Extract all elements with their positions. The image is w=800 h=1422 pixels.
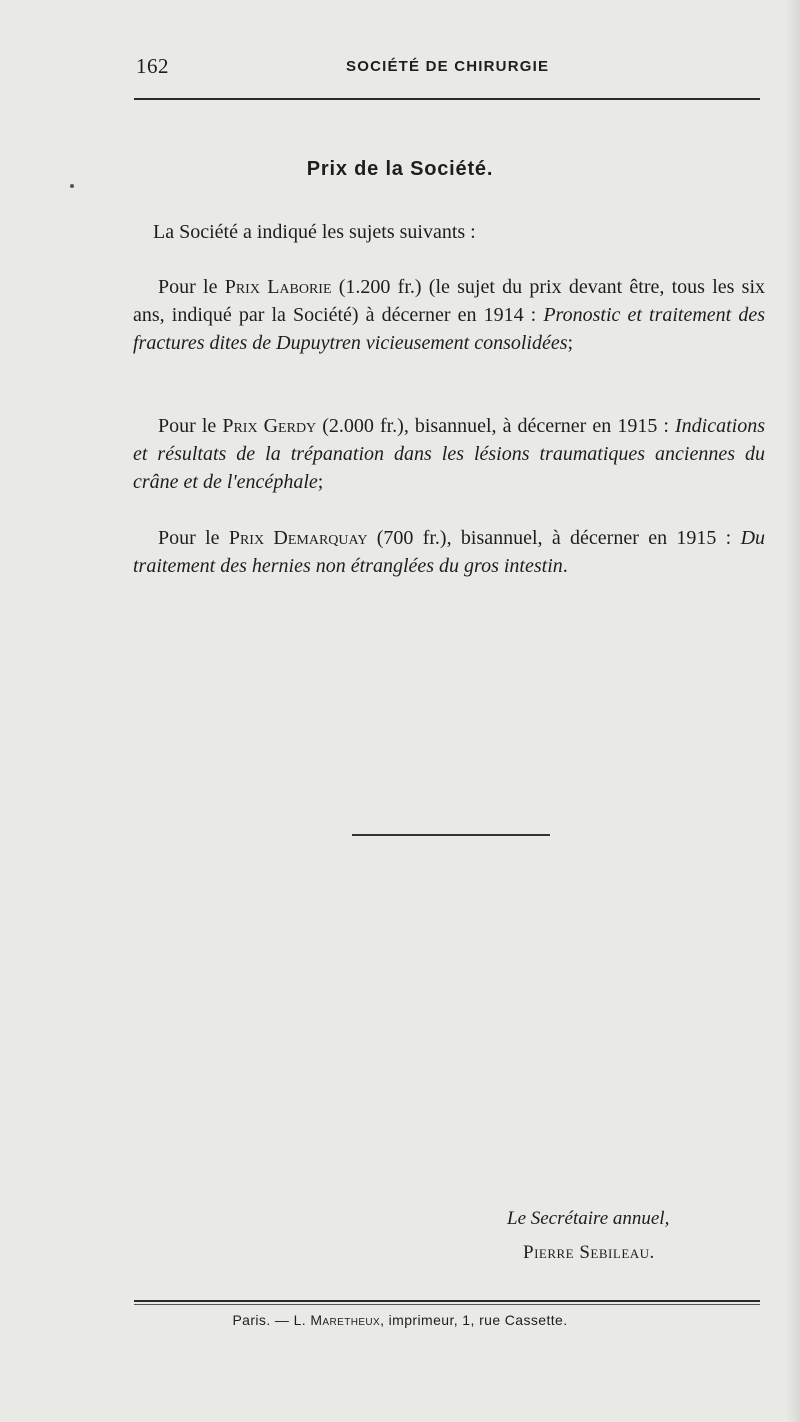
page-edge-shadow — [786, 0, 800, 1422]
prize-details: (2.000 fr.), bisannuel, à décerner en 1915 : — [316, 415, 675, 437]
running-title: SOCIÉTÉ DE CHIRURGIE — [346, 58, 550, 75]
prize-lead: Pour le — [158, 415, 223, 437]
prize-name: Prix Demarquay — [228, 527, 368, 549]
imprint-rest: , imprimeur, 1, rue Cassette. — [380, 1312, 568, 1328]
prize-subject: Pronostic et traitement des fractures dites de Dupuytren vicieusement consolidées — [133, 304, 765, 354]
prize-lead: Pour le — [158, 276, 225, 298]
section-title: Prix de la Société. — [306, 158, 494, 180]
prize-name: Prix Gerdy — [222, 415, 317, 437]
imprint-lead: Paris. — L. — [232, 1312, 311, 1328]
prize-name: Prix Laborie — [224, 276, 332, 298]
page-number: 162 — [136, 54, 169, 78]
prize-paragraph-laborie — [133, 273, 765, 357]
footer-rule — [134, 1300, 760, 1302]
header-rule — [134, 98, 760, 100]
section-divider — [352, 834, 550, 836]
signature-name: Pierre Sebileau. — [523, 1242, 655, 1263]
prize-end: . — [562, 555, 568, 577]
printer-imprint — [0, 1312, 800, 1328]
prize-paragraph-gerdy — [133, 412, 765, 496]
signature-title: Le Secrétaire annuel, — [507, 1208, 670, 1229]
prize-lead: Pour le — [158, 527, 229, 549]
prize-details: (1.200 fr.) (le sujet du prix devant être, tous les six ans, indiqué par la Société) à décerner en 1914 : — [133, 276, 766, 326]
prize-subject: Du traitement des hernies non étranglées du gros intestin — [133, 527, 766, 577]
prize-end: ; — [567, 332, 574, 354]
margin-mark — [70, 184, 74, 188]
footer-rule-thin — [134, 1304, 760, 1305]
prize-end: ; — [317, 471, 324, 493]
intro-paragraph: La Société a indiqué les sujets suivants : — [153, 221, 476, 243]
prize-subject: Indications et résultats de la trépanation dans les lésions traumatiques anciennes du crâne et de l'encéphale — [133, 415, 765, 493]
prize-paragraph-demarquay — [133, 524, 765, 580]
imprint-printer: Maretheux — [310, 1312, 381, 1328]
prize-details: (700 fr.), bisannuel, à décerner en 1915 : — [367, 527, 741, 549]
